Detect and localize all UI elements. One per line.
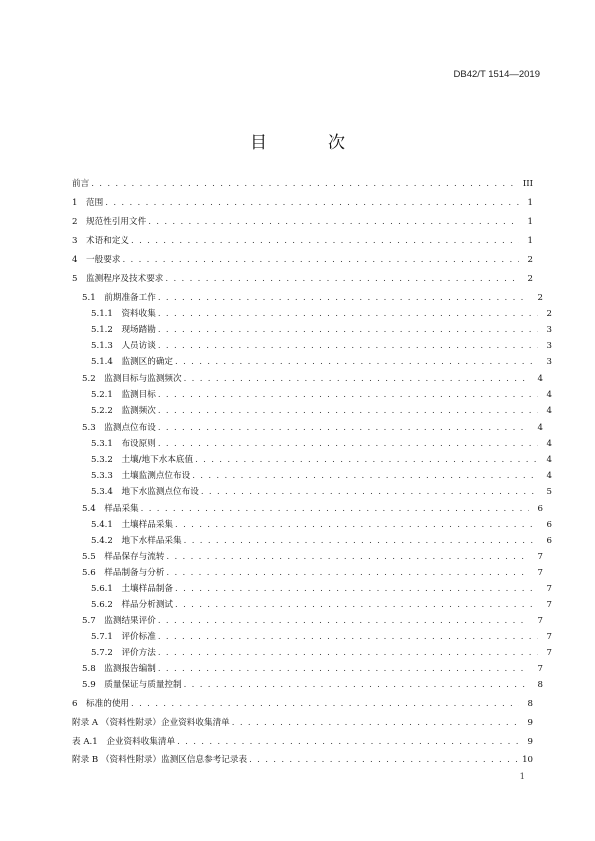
toc-entry-page-number: 6	[537, 504, 543, 514]
toc-entry[interactable]	[72, 598, 552, 612]
toc-entry-page-number: 6	[546, 536, 552, 546]
toc-entry[interactable]	[72, 550, 543, 564]
toc-leader-dots	[165, 272, 519, 286]
toc-entry[interactable]	[72, 678, 543, 692]
toc-entry-page-number: 6	[546, 520, 552, 530]
toc-entry-page-number: 2	[537, 293, 543, 303]
toc-entry-title: 5.3 监测点位布设	[82, 423, 156, 433]
toc-entry-page-number: 1	[527, 217, 533, 227]
toc-entry-page-number: 2	[546, 309, 552, 319]
toc-entry[interactable]	[72, 735, 533, 749]
toc-entry-title: 5.7 监测结果评价	[82, 616, 156, 626]
toc-leader-dots	[158, 323, 538, 337]
toc-leader-dots	[148, 215, 519, 229]
toc-leader-dots	[131, 697, 519, 711]
toc-entry-page-number: 9	[527, 718, 533, 728]
toc-leader-dots	[166, 550, 529, 564]
toc-leader-dots	[175, 598, 538, 612]
toc-entry-page-number: 3	[546, 325, 552, 335]
toc-entry-page-number: 7	[546, 584, 552, 594]
toc-leader-dots	[158, 339, 538, 353]
toc-entry-page-number: 1	[527, 198, 533, 208]
toc-entry[interactable]	[72, 469, 552, 483]
toc-leader-dots	[122, 253, 519, 267]
toc-entry-page-number: 4	[546, 455, 552, 465]
toc-entry-title: 5.8 监测报告编制	[82, 664, 156, 674]
toc-entry-title: 5.4.1 土壤样品采集	[91, 520, 174, 530]
toc-entry[interactable]	[72, 272, 533, 286]
toc-entry[interactable]	[72, 753, 533, 767]
toc-entry-page-number: 4	[546, 471, 552, 481]
toc-entry-page-number: 7	[537, 664, 543, 674]
toc-entry[interactable]	[72, 404, 552, 418]
page-number: 1	[519, 772, 525, 782]
toc-leader-dots	[158, 291, 529, 305]
toc-entry-title: 5.5 样品保存与流转	[82, 552, 165, 562]
toc-leader-dots	[175, 355, 538, 369]
toc-entry-page-number: 7	[537, 568, 543, 578]
toc-entry[interactable]	[72, 534, 552, 548]
toc-entry[interactable]	[72, 518, 552, 532]
toc-entry[interactable]	[72, 662, 543, 676]
toc-entry[interactable]	[72, 355, 552, 369]
toc-entry-title: 表 A.1 企业资料收集清单	[72, 737, 176, 747]
toc-entry-page-number: 4	[537, 374, 543, 384]
toc-entry-title: 5 监测程序及技术要求	[72, 274, 164, 284]
toc-entry-title: 5.4.2 地下水样品采集	[91, 536, 182, 546]
toc-leader-dots	[249, 753, 518, 767]
toc-entry-page-number: 8	[527, 699, 533, 709]
toc-leader-dots	[158, 421, 529, 435]
toc-entry-title: 5.1.2 现场踏勘	[91, 325, 156, 335]
toc-entry[interactable]	[72, 646, 552, 660]
toc-entry-title: 5.9 质量保证与质量控制	[82, 680, 182, 690]
toc-leader-dots	[141, 502, 529, 516]
toc-entry-title: 5.3.4 地下水监测点位布设	[91, 487, 199, 497]
toc-leader-dots	[158, 630, 538, 644]
toc-entry-page-number: 4	[546, 439, 552, 449]
toc-entry[interactable]	[72, 307, 552, 321]
toc-entry-title: 5.7.2 评价方法	[91, 648, 156, 658]
toc-leader-dots	[195, 453, 538, 467]
toc-entry[interactable]	[72, 485, 552, 499]
toc-leader-dots	[184, 678, 529, 692]
toc-entry-title: 5.2.2 监测频次	[91, 406, 156, 416]
toc-entry-title: 5.2.1 监测目标	[91, 390, 156, 400]
toc-entry-title: 5.2 监测目标与监测频次	[82, 374, 182, 384]
toc-leader-dots	[201, 485, 538, 499]
toc-entry-page-number: 4	[546, 390, 552, 400]
toc-entry-title: 5.6.2 样品分析测试	[91, 600, 174, 610]
document-number: DB42/T 1514—2019	[453, 69, 540, 80]
toc-entry-title: 5.7.1 评价标准	[91, 632, 156, 642]
toc-entry-page-number: 7	[546, 648, 552, 658]
toc-entry[interactable]	[72, 388, 552, 402]
toc-entry-page-number: 9	[527, 737, 533, 747]
toc-entry[interactable]	[72, 177, 533, 191]
toc-leader-dots	[175, 582, 538, 596]
toc-entry-page-number: 1	[527, 236, 533, 246]
toc-leader-dots	[184, 534, 538, 548]
toc-leader-dots	[177, 735, 519, 749]
toc-leader-dots	[158, 646, 538, 660]
toc-entry-page-number: 7	[537, 552, 543, 562]
toc-entry[interactable]	[72, 421, 543, 435]
toc-entry-page-number: 7	[546, 632, 552, 642]
toc-entry-title: 前言	[72, 179, 90, 189]
toc-entry[interactable]	[72, 566, 543, 580]
toc-entry-page-number: 10	[522, 755, 533, 765]
toc-entry[interactable]	[72, 253, 533, 267]
toc-entry[interactable]	[72, 234, 533, 248]
toc-entry[interactable]	[72, 323, 552, 337]
toc-entry[interactable]	[72, 437, 552, 451]
toc-leader-dots	[192, 469, 538, 483]
toc-entry-page-number: III	[522, 179, 533, 189]
toc-entry-page-number: 7	[546, 600, 552, 610]
toc-leader-dots	[158, 388, 538, 402]
toc-entry-title: 5.1.3 人员访谈	[91, 341, 156, 351]
toc-entry[interactable]	[72, 630, 552, 644]
toc-entry[interactable]	[72, 697, 533, 711]
toc-leader-dots	[158, 404, 538, 418]
toc-entry[interactable]	[72, 582, 552, 596]
toc-entry[interactable]	[72, 215, 533, 229]
toc-entry[interactable]	[72, 614, 543, 628]
toc-leader-dots	[158, 614, 529, 628]
toc-entry-title: 附录 B （资料性附录）监测区信息参考记录表	[72, 755, 248, 765]
toc-entry-title: 4 一般要求	[72, 255, 121, 265]
toc-entry-page-number: 4	[546, 406, 552, 416]
toc-entry-title: 5.3.1 布设原则	[91, 439, 156, 449]
page-title: 目 次	[250, 133, 367, 153]
toc-entry[interactable]	[72, 196, 533, 210]
toc-leader-dots	[158, 307, 538, 321]
toc-entry-page-number: 7	[537, 616, 543, 626]
toc-entry-page-number: 3	[546, 341, 552, 351]
toc-entry-title: 5.6 样品制备与分析	[82, 568, 165, 578]
toc-entry[interactable]	[72, 502, 543, 516]
toc-entry-title: 5.1.4 监测区的确定	[91, 357, 174, 367]
toc-entry-page-number: 3	[546, 357, 552, 367]
toc-entry-title: 6 标准的使用	[72, 699, 130, 709]
toc-leader-dots	[184, 372, 529, 386]
toc-entry-title: 2 规范性引用文件	[72, 217, 147, 227]
toc-leader-dots	[158, 437, 538, 451]
toc-leader-dots	[232, 716, 519, 730]
toc-entry-page-number: 2	[527, 255, 533, 265]
toc-entry[interactable]	[72, 339, 552, 353]
toc-leader-dots	[131, 234, 519, 248]
toc-entry-title: 5.6.1 土壤样品制备	[91, 584, 174, 594]
toc-leader-dots	[105, 196, 519, 210]
toc-entry-title: 1 范围	[72, 198, 104, 208]
toc-leader-dots	[175, 518, 538, 532]
toc-entry-page-number: 4	[537, 423, 543, 433]
toc-leader-dots	[91, 177, 519, 191]
toc-entry-title: 5.1 前期准备工作	[82, 293, 156, 303]
toc-entry-page-number: 5	[546, 487, 552, 497]
toc-entry-title: 附录 A （资料性附录）企业资料收集清单	[72, 718, 230, 728]
toc-leader-dots	[166, 566, 529, 580]
toc-entry[interactable]	[72, 453, 552, 467]
toc-entry[interactable]	[72, 372, 543, 386]
toc-entry-title: 5.4 样品采集	[82, 504, 139, 514]
toc-entry-page-number: 2	[527, 274, 533, 284]
toc-entry-title: 5.3.3 土壤监测点位布设	[91, 471, 191, 481]
toc-entry-page-number: 8	[537, 680, 543, 690]
toc-entry-title: 5.3.2 土壤/地下水本底值	[91, 455, 194, 465]
toc-entry[interactable]	[72, 291, 543, 305]
toc-entry-title: 3 术语和定义	[72, 236, 130, 246]
toc-entry[interactable]	[72, 716, 533, 730]
toc-entry-title: 5.1.1 资料收集	[91, 309, 156, 319]
toc-leader-dots	[158, 662, 529, 676]
